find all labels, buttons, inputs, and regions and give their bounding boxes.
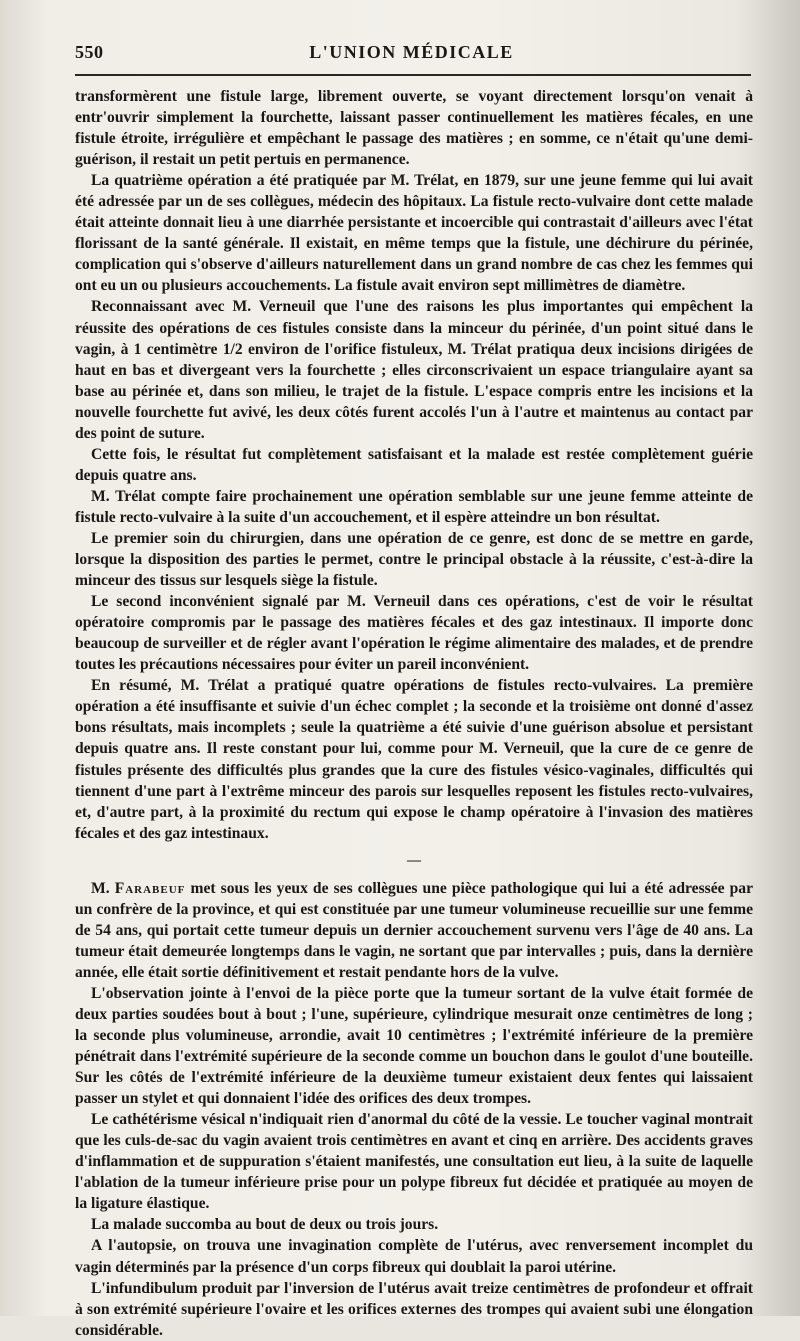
paragraph-text: met sous les yeux de ses collègues une pièce pathologique qui lui a été adressée par un confrère de la province, et qui est constituée par une tumeur volumineuse recueillie sur une femme de 54 ans, qui portait cette tumeur depuis un dernier accouchement survenu vers l'âge de 40 ans. La tumeur était demeurée longtemps dans le vagin, ne sortant que par intervalles ; puis, dans la dernière année, elle était sortie définitivement et restait pendante hors de la vulve. — [75, 879, 754, 981]
page-header — [75, 40, 748, 68]
paragraph: Reconnaissant avec M. Verneuil que l'une des raisons les plus importantes qui empêchent la réussite des opérations de ces fistules consiste dans la minceur du périnée, d'un point situé dans le vagin, à 1 centimètre 1/2 environ de l'orifice fistuleux, M. Trélat pratiqua deux incisions dirigées de haut en bas et divergeant vers la fourchette ; elles circonscrivaient un espace triangulaire ayant sa base au périnée et, dans son milieu, le trajet de la fistule. L'espace compris entre les incisions et la nouvelle fourchette fut avivé, les deux côtés furent accolés l'un à l'autre et maintenus au contact par des point de suture. — [75, 298, 753, 442]
paragraph: A l'autopsie, on trouva une invagination complète de l'utérus, avec renversement incomplet du vagin déterminés par la présence d'un corps fibreux qui doublait la paroi utérine. — [75, 1237, 753, 1276]
paragraph: L'infundibulum produit par l'inversion de l'utérus avait treize centimètres de profondeur et offrait à son extrémité supérieure l'ovaire et les orifices externes des trompes qui avaient subi une élongation considérable. — [75, 1279, 753, 1339]
paragraph: En résumé, M. Trélat a pratiqué quatre opérations de fistules recto-vulvaires. La première opération a été insuffisante et suivie d'un échec complet ; la seconde et la troisième ont donné d'assez bons résultats, mais incomplets ; seule la quatrième a été suivie d'une guérison absolue et persistant depuis quatre ans. Il reste constant pour lui, comme pour M. Verneuil, que la cure de ce genre de fistules présente des difficultés plus grandes que la cure des fistules vésico-vaginales, difficultés qui tiennent d'une part à l'extrême minceur des parois sur lesquelles reposent les fistules recto-vulvaires, et, d'autre part, à la proximité du rectum qui expose le champ opératoire à l'invasion des matières fécales et des gaz intestinaux. — [75, 677, 753, 842]
speaker-name: Farabeuf — [114, 879, 186, 897]
speaker-prefix: M. — [91, 879, 115, 897]
paragraph: Cette fois, le résultat fut complètement satisfaisant et la malade est restée complètement guérie depuis quatre ans. — [75, 445, 753, 484]
header-rule — [75, 74, 751, 76]
paragraph: Le cathétérisme vésical n'indiquait rien d'anormal du côté de la vessie. Le toucher vaginal montrait que les culs-de-sac du vagin avaient trois centimètres en avant et cinq en arrière. Des accidents graves d'inflammation et de suppuration s'étaient manifestés, une consultation eut lieu, à la suite de laquelle l'ablation de la tumeur inférieure prise pour un polype fibreux fut décidée et pratiquée au moyen de la ligature élastique. — [75, 1111, 753, 1213]
article-body — [75, 86, 753, 1341]
paragraph: Le premier soin du chirurgien, dans une opération de ce genre, est donc de se mettre en garde, lorsque la disposition des parties le permet, contre le principal obstacle à la réussite, c'est-à-dire la minceur des tissus sur lesquels siège la fistule. — [75, 529, 753, 590]
running-title: L'UNION MÉDICALE — [309, 42, 514, 62]
paragraph: Le second inconvénient signalé par M. Verneuil dans ces opérations, c'est de voir le résultat opératoire compromis par le passage des matières fécales et des gaz intestinaux. Il importe donc beaucoup de surveiller et de régler avant l'opération le régime alimentaire des malades, et de prendre toutes les précautions nécessaires pour éviter un pareil inconvénient. — [75, 593, 753, 674]
paragraph: L'observation jointe à l'envoi de la pièce porte que la tumeur sortant de la vulve était formée de deux parties soudées bout à bout ; l'une, supérieure, cylindrique mesurait onze centimètres de long ; la seconde plus volumineuse, arrondie, avait 10 centimètres ; l'extrémité inférieure de la première pénétrait dans l'extrémité supérieure de la seconde comme un bouchon dans le goulot d'une bouteille. Sur les côtés de l'extrémité inférieure de la deuxième tumeur existaient deux fentes qui laissaient passer un stylet et qui donnaient l'idée des orifices des deux trompes. — [75, 984, 753, 1108]
paragraph-farabeuf — [75, 878, 753, 983]
page-number: 550 — [75, 42, 104, 62]
paragraph: La malade succomba au bout de deux ou trois jours. — [91, 1216, 439, 1234]
paragraph: transformèrent une fistule large, librement ouverte, se voyant directement lorsqu'on venait à entr'ouvrir simplement la fourchette, laissant passer continuellement les matières fécales, en une fistule étroite, irrégulière et empêchant le passage des matières ; en somme, ce n'était qu'une demi-guérison, il restait un petit pertuis en permanence. — [75, 88, 753, 169]
paragraph: M. Trélat compte faire prochainement une opération semblable sur une jeune femme atteinte de fistule recto-vulvaire à la suite d'un accouchement, et il espère atteindre un bon résultat. — [75, 487, 753, 526]
paragraph: La quatrième opération a été pratiquée par M. Trélat, en 1879, sur une jeune femme qui lui avait été adressée par un de ses collègues, médecin des hôpitaux. La fistule recto-vulvaire dont cette malade était atteinte donnait lieu à une diarrhée persistante et incoercible qui contrastait d'ailleurs avec l'état florissant de la santé générale. Il existait, en même temps que la fistule, une déchirure du périnée, complication qui s'observe d'ailleurs naturellement dans un grand nombre de cas chez les femmes qui ont eu un ou plusieurs accouchements. La fistule avait environ sept millimètres de diamètre. — [75, 172, 753, 295]
section-separator: — — [407, 852, 421, 868]
